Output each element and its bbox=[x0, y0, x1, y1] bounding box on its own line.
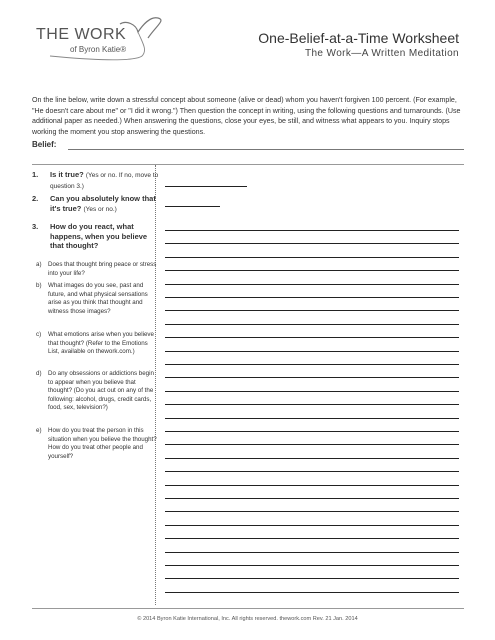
answer-line[interactable] bbox=[165, 511, 459, 512]
answer-line[interactable] bbox=[165, 444, 459, 445]
question-note: (Yes or no. If no, move to question 3.) bbox=[50, 172, 159, 190]
subquestion-letter: e) bbox=[36, 427, 42, 434]
answer-line[interactable] bbox=[165, 485, 459, 486]
question-number: 2. bbox=[32, 194, 39, 203]
question-number: 1. bbox=[32, 170, 39, 179]
answer-line[interactable] bbox=[165, 230, 459, 231]
answer-line[interactable] bbox=[165, 431, 459, 432]
answer-line[interactable] bbox=[165, 243, 459, 244]
answer-line[interactable] bbox=[165, 297, 459, 298]
answer-line[interactable] bbox=[165, 578, 459, 579]
answer-line-q2[interactable] bbox=[165, 206, 220, 207]
question-text: Can you absolutely know that it's true? (Yes or no.) bbox=[50, 194, 156, 213]
section-divider-bottom bbox=[32, 608, 464, 609]
subquestion-text: Do any obsessions or addictions begin to appear when you believe that thought? (Do you act out on any of the following: alcohol, drugs, credit cards, food, sex, television?) bbox=[48, 370, 154, 412]
subquestion-text: How do you treat the person in this situation when you believe the thought? How do you treat other people and yourself? bbox=[48, 427, 157, 460]
answer-line[interactable] bbox=[165, 270, 459, 271]
answer-line[interactable] bbox=[165, 257, 459, 258]
section-divider-top bbox=[32, 164, 464, 165]
logo-subtitle: of Byron Katie® bbox=[70, 45, 127, 54]
belief-write-line[interactable] bbox=[68, 149, 464, 150]
worksheet-subtitle: The Work—A Written Meditation bbox=[304, 48, 459, 59]
answer-line[interactable] bbox=[165, 391, 459, 392]
intro-instructions: On the line below, write down a stressful concept about someone (alive or dead) whom you haven't forgiven 100 percent. (For example, "He doesn't care about me" or "I did it wrong.") Then question the concept in writing, using the following questions and turnarounds. (Use additional paper as needed.) When answering the questions, close your eyes, be still, and witness what appears to you. Inquiry stops working the moment you stop answering the questions. bbox=[32, 96, 461, 136]
subquestion-text: What images do you see, past and future, and what physical sensations arise as you think that thought and witness those images? bbox=[48, 282, 148, 315]
subquestion-letter: c) bbox=[36, 331, 42, 338]
subquestion-letter: a) bbox=[36, 261, 42, 268]
answer-line[interactable] bbox=[165, 458, 459, 459]
byron-katie-logo bbox=[30, 16, 170, 62]
answer-line[interactable] bbox=[165, 418, 459, 419]
answer-line[interactable] bbox=[165, 525, 459, 526]
answer-line[interactable] bbox=[165, 565, 459, 566]
answer-line[interactable] bbox=[165, 552, 459, 553]
answer-line[interactable] bbox=[165, 324, 459, 325]
answer-line[interactable] bbox=[165, 377, 459, 378]
answer-line[interactable] bbox=[165, 498, 459, 499]
logo-wordmark: THE WORK bbox=[36, 26, 127, 43]
answer-line[interactable] bbox=[165, 471, 459, 472]
answer-line[interactable] bbox=[165, 337, 459, 338]
question-text: Is it true? (Yes or no. If no, move to question 3.) bbox=[50, 170, 159, 190]
answer-line[interactable] bbox=[165, 404, 459, 405]
subquestion-text: Does that thought bring peace or stress into your life? bbox=[48, 261, 157, 277]
question-number: 3. bbox=[32, 222, 39, 231]
answer-line[interactable] bbox=[165, 538, 459, 539]
question-text: How do you react, what happens, when you believe that thought? bbox=[50, 222, 148, 250]
subquestion-letter: d) bbox=[36, 370, 42, 377]
answer-line[interactable] bbox=[165, 592, 459, 593]
answer-line[interactable] bbox=[165, 284, 459, 285]
answer-line-q1[interactable] bbox=[165, 186, 247, 187]
belief-row bbox=[32, 140, 464, 152]
copyright-footer: © 2014 Byron Katie International, Inc. All rights reserved. thework.com Rev. 21 Jan. 2014 bbox=[137, 616, 358, 622]
belief-label: Belief: bbox=[32, 140, 57, 149]
answer-line[interactable] bbox=[165, 310, 459, 311]
worksheet-title: One-Belief-at-a-Time Worksheet bbox=[258, 30, 459, 46]
question-note: (Yes or no.) bbox=[83, 205, 117, 213]
subquestion-text: What emotions arise when you believe that thought? (Refer to the Emotions List, available on thework.com.) bbox=[48, 331, 154, 356]
answer-line[interactable] bbox=[165, 364, 459, 365]
answer-line[interactable] bbox=[165, 351, 459, 352]
subquestion-letter: b) bbox=[36, 282, 42, 289]
